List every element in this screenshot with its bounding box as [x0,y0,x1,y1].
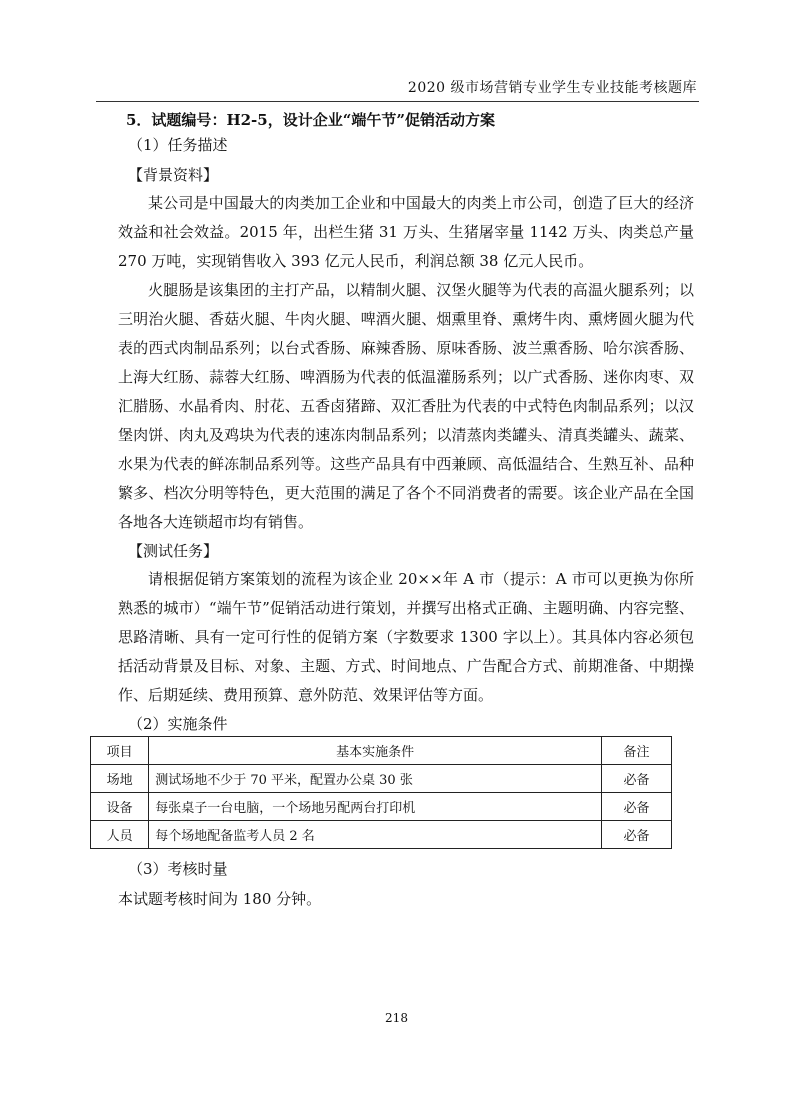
page-number: 218 [385,1011,408,1025]
row-condition: 测试场地不少于 70 平米，配置办公桌 30 张 [149,765,602,793]
conditions-heading: （2）实施条件 [128,715,228,733]
section-title: 5．试题编号：H2-5，设计企业“端午节”促销活动方案 [126,111,495,129]
conditions-table [90,736,672,849]
table-row [91,765,672,793]
column-header-item: 项目 [91,737,149,765]
table-row [91,821,672,849]
row-note: 必备 [602,821,672,849]
table-row [91,793,672,821]
row-condition: 每个场地配备监考人员 2 名 [149,821,602,849]
page-header: 2020 级市场营销专业学生专业技能考核题库 [407,80,697,96]
background-paragraph-2: 火腿肠是该集团的主打产品，以精制火腿、汉堡火腿等为代表的高温火腿系列；以三明治火腿、香菇火腿、牛肉火腿、啤酒火腿、烟熏里脊、熏烤牛肉、熏烤圆火腿为代表的西式肉制品系列；以台式香肠、麻辣香肠、原味香肠、波兰熏香肠、哈尔滨香肠、上海大红肠、蒜蓉大红肠、啤酒肠为代表的低温灌肠系列；以广式香肠、迷你肉枣、双汇腊肠、水晶肴肉、肘花、五香卤猪蹄、双汇香肚为代表的中式特色肉制品系列；以汉堡肉饼、肉丸及鸡块为代表的速冻肉制品系列；以清蒸肉类罐头、清真类罐头、蔬菜、水果为代表的鲜冻制品系列等。这些产品具有中西兼顾、高低温结合、生熟互补、品种繁多、档次分明等特色，更大范围的满足了各个不同消费者的需要。该企业产品在全国各地各大连锁超市均有销售。 [118,281,694,531]
duration-text: 本试题考核时间为 180 分钟。 [118,890,322,908]
header-divider [96,101,699,102]
duration-heading: （3）考核时量 [128,860,228,878]
column-header-note: 备注 [602,737,672,765]
row-item: 人员 [91,821,149,849]
background-paragraph-1: 某公司是中国最大的肉类加工企业和中国最大的肉类上市公司，创造了巨大的经济效益和社会效益。2015 年，出栏生猪 31 万头、生猪屠宰量 1142 万头、肉类总产量 270 万吨，实现销售收入 393 亿元人民币，利润总额 38 亿元人民币。 [118,194,694,270]
row-note: 必备 [602,793,672,821]
row-note: 必备 [602,765,672,793]
column-header-condition: 基本实施条件 [149,737,602,765]
row-item: 场地 [91,765,149,793]
task-paragraph: 请根据促销方案策划的流程为该企业 20××年 A 市（提示：A 市可以更换为你所熟悉的城市）“端午节”促销活动进行策划，并撰写出格式正确、主题明确、内容完整、思路清晰、具有一定可行性的促销方案（字数要求 1300 字以上）。其具体内容必须包括活动背景及目标、对象、主题、方式、时间地点、广告配合方式、前期准备、中期操作、后期延续、费用预算、意外防范、效果评估等方面。 [118,570,694,704]
task-description-heading: （1）任务描述 [128,136,228,154]
row-item: 设备 [91,793,149,821]
task-heading: 【测试任务】 [128,542,219,560]
table-header-row [91,737,672,765]
row-condition: 每张桌子一台电脑，一个场地另配两台打印机 [149,793,602,821]
document-body [106,110,694,914]
background-heading: 【背景资料】 [128,166,219,184]
